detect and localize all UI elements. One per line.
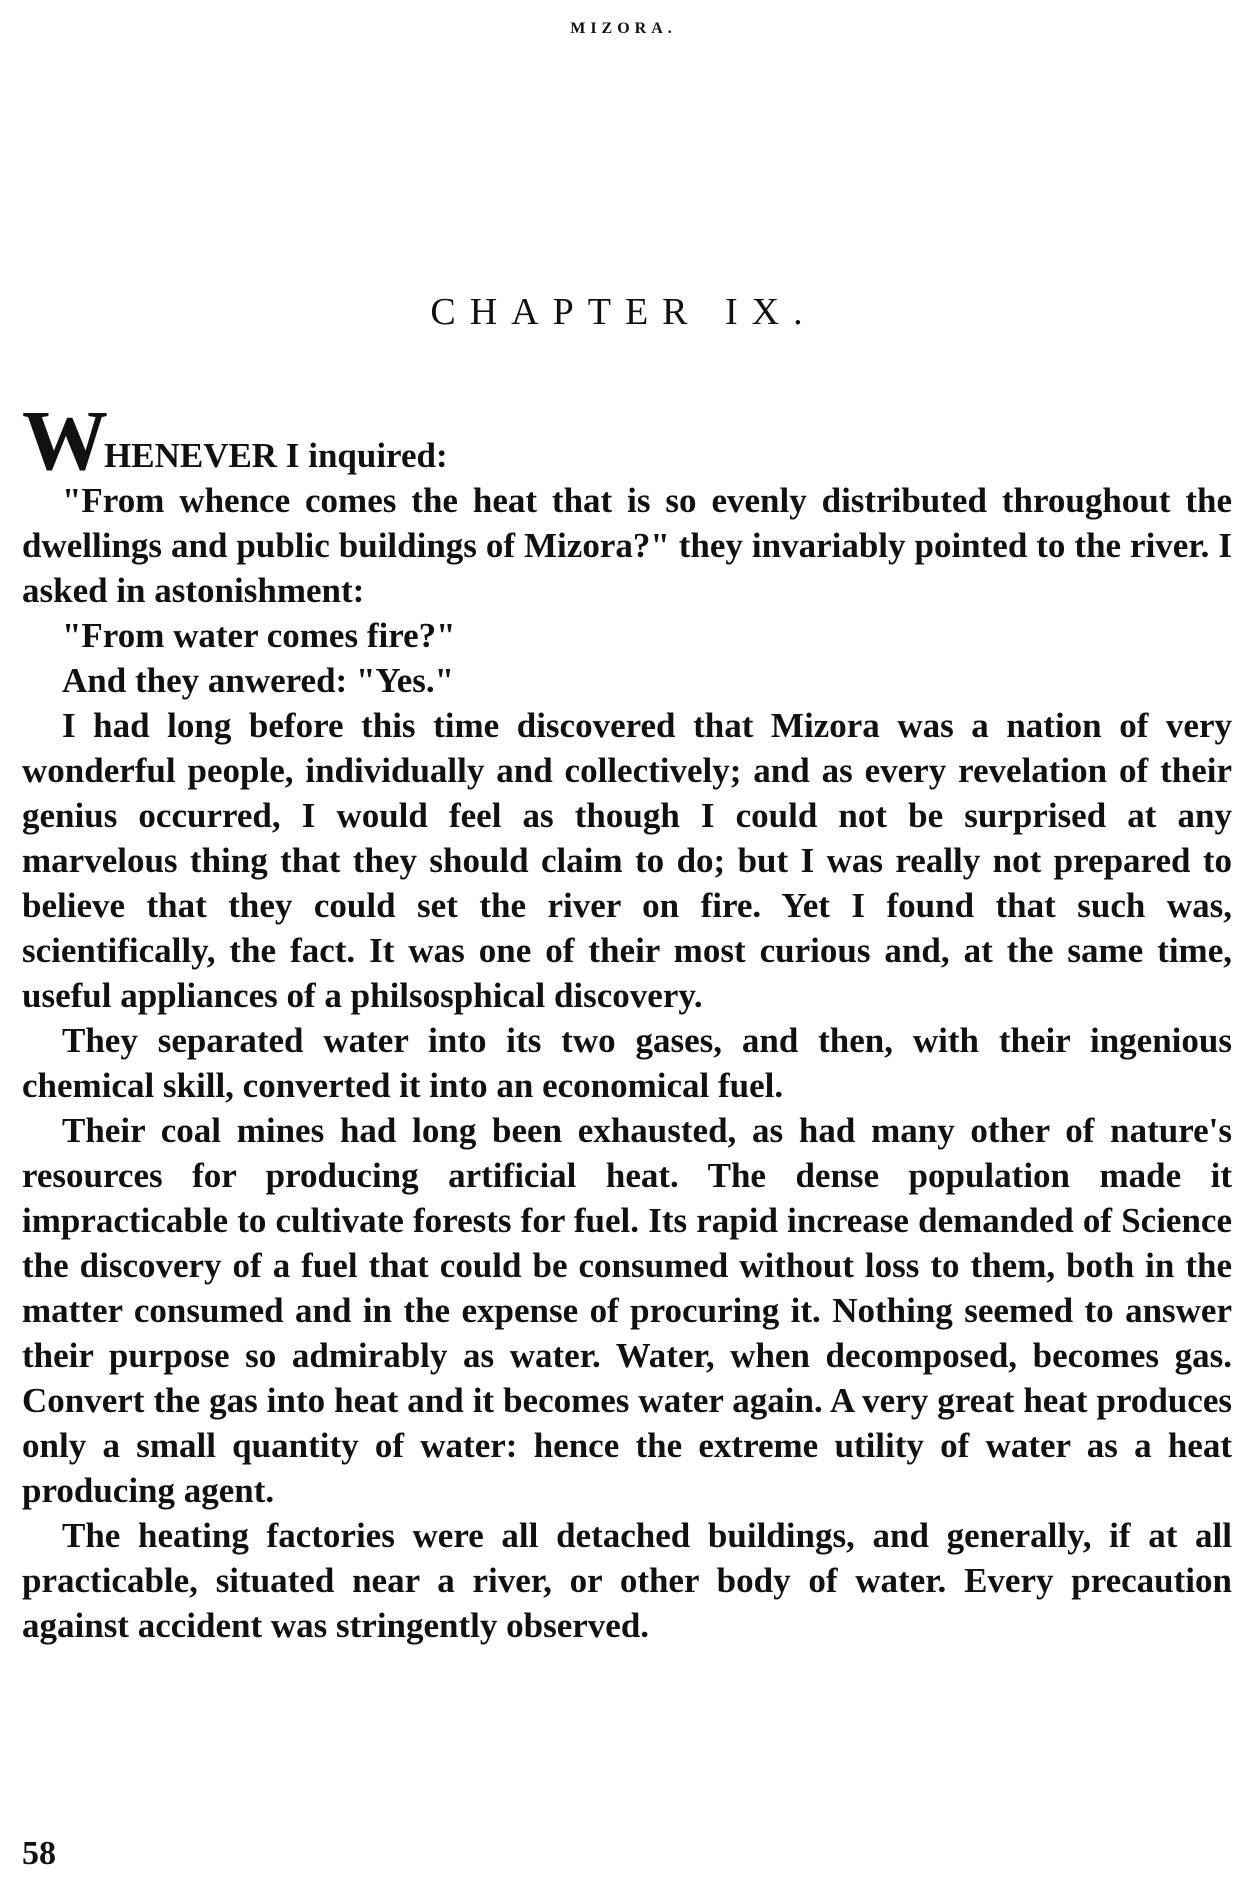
paragraph: And they anwered: "Yes." — [62, 661, 455, 700]
opening-line — [22, 392, 1232, 488]
paragraph: "From whence comes the heat that is so evenly distributed throughout the dwellings and public buildings of Mizora?" they invariably pointed to the river. I asked in astonishment: — [22, 481, 1232, 610]
paragraph: I had long before this time discovered that Mizora was a nation of very wonderful people, individually and collectively; and as every revelation of their genius occurred, I would feel as though I could not be surprised at any marvelous thing that they should claim to do; but I was really not prepared to believe that they could set the river on fire. Yet I found that such was, scientifically, the fact. It was one of their most curious and, at the same time, useful appliances of a philsosphical discovery. — [22, 706, 1232, 1015]
paragraph: "From water comes fire?" — [62, 616, 456, 655]
chapter-body — [22, 392, 1232, 1648]
page-number: 58 — [22, 1835, 56, 1872]
drop-cap: W — [22, 392, 108, 488]
opening-rest: I inquired: — [277, 436, 448, 475]
paragraph: The heating factories were all detached buildings, and generally, if at all practicable, situated near a river, or other body of water. Every precaution against accident was stringently observed. — [22, 1516, 1232, 1645]
opening-lead-word: HENEVER — [104, 436, 278, 475]
paragraph: They separated water into its two gases, and then, with their ingenious chemical skill, converted it into an economical fuel. — [22, 1021, 1232, 1105]
running-head: MIZORA. — [570, 20, 677, 37]
chapter-title: CHAPTER IX. — [430, 291, 817, 333]
paragraph: Their coal mines had long been exhausted, as had many other of nature's resources for producing artificial heat. The dense population made it impracticable to cultivate forests for fuel. Its rapid increase demanded of Science the discovery of a fuel that could be consumed without loss to them, both in the matter consumed and in the expense of procuring it. Nothing seemed to answer their purpose so admirably as water. Water, when decomposed, becomes gas. Convert the gas into heat and it becomes water again. A very great heat produces only a small quantity of water: hence the extreme utility of water as a heat producing agent. — [22, 1111, 1232, 1510]
